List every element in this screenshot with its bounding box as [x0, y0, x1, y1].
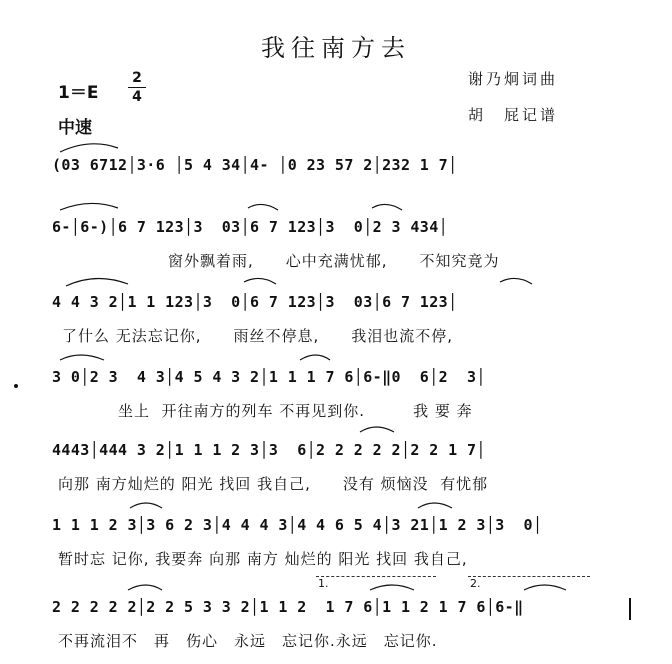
lyrics-row-6: 暂时忘 记你, 我要奔 向那 南方 灿烂的 阳光 找回 我自己,: [58, 550, 468, 568]
notation-row-1: (03 6712│3·6 │5 4 34│4- │0 23 57 2│232 1 7│: [52, 156, 458, 174]
notation-row-5: 4443│444 3 2│1 1 1 2 3│3 6│2 2 2 2 2│2 2 1 7│: [52, 441, 486, 459]
slur-row7a: [128, 585, 162, 590]
meter-top: 2: [132, 70, 142, 86]
slur-row2c: [372, 204, 402, 210]
notation-row-3: 4 4 3 2│1 1 123│3 0│6 7 123│3 03│6 7 123│: [52, 293, 458, 311]
notation-row-2: 6-│6-)│6 7 123│3 03│6 7 123│3 0│2 3 434│: [52, 218, 449, 236]
volta-second-ending: 2.: [468, 576, 590, 587]
slur-row3b: [244, 278, 276, 284]
volta-first-ending: 1.: [316, 576, 436, 587]
key-signature: 1＝E: [58, 83, 99, 103]
lyrics-row-5: 向那 南方灿烂的 阳光 找回 我自己, 没有 烦恼没 有忧郁: [58, 475, 489, 493]
slur-row2b: [248, 204, 278, 210]
notation-row-6: 1 1 1 2 3│3 6 2 3│4 4 4 3│4 4 6 5 4│3 21│1 2 3│3 0│: [52, 516, 543, 534]
slur-row6a: [130, 503, 162, 508]
lyrics-music-credit: 谢乃炯词曲: [468, 70, 559, 88]
meter-bar: [128, 87, 146, 88]
notation-row-7: 2 2 2 2 2│2 2 5 3 3 2│1 1 2 1 7 6│1 1 2 1 7 6│6-‖: [52, 598, 524, 616]
slur-row1: [60, 144, 118, 152]
slur-row3c: [500, 278, 532, 284]
slur-row4b: [300, 355, 330, 360]
slur-row4a: [60, 355, 104, 360]
tempo-marking: 中速: [58, 118, 92, 138]
song-title: 我往南方去: [261, 34, 411, 62]
lyrics-row-3: 了什么 无法忘记你, 雨丝不停息, 我泪也流不停,: [62, 327, 454, 345]
time-signature: [128, 70, 146, 105]
notation-row-4: 3 0│2 3 4 3│4 5 4 3 2│1 1 1 7 6│6-‖0 6│2 3│: [52, 368, 486, 386]
lyrics-row-4: 坐上 开往南方的列车 不再见到你. 我 要 奔: [118, 402, 473, 420]
lyrics-row-2: 窗外飘着雨, 心中充满忧郁, 不知究竟为: [168, 252, 500, 270]
lyrics-row-7: 不再流泪不 再 伤心 永远 忘记你.永远 忘记你.: [58, 632, 438, 650]
slur-row5a: [360, 427, 394, 432]
meter-bottom: 4: [132, 89, 142, 105]
slur-row3a: [66, 278, 128, 286]
slur-row6b: [418, 503, 452, 508]
notation-credit: 胡 屁记谱: [468, 106, 559, 124]
slur-row2a: [60, 203, 118, 210]
margin-mark: [14, 384, 18, 388]
